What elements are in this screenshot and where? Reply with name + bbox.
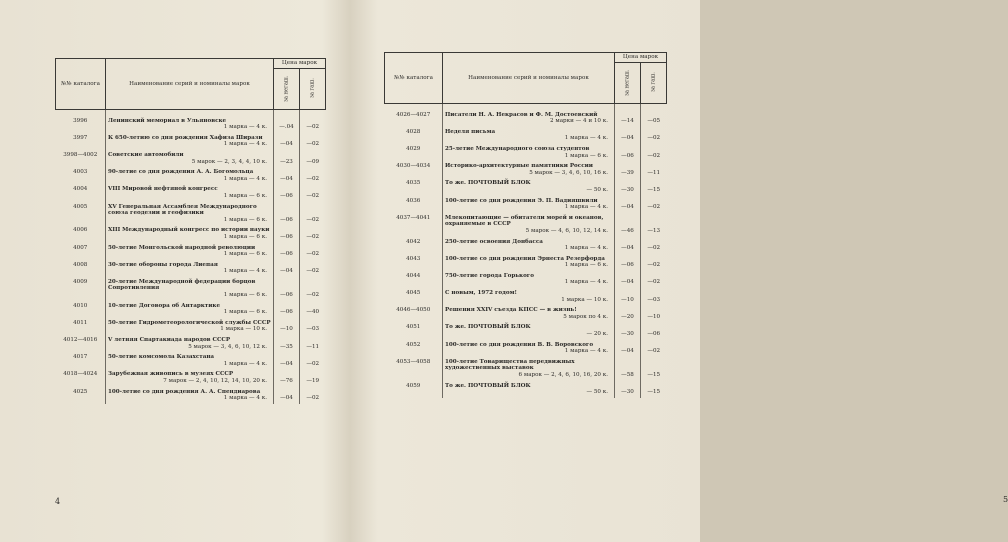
page-number-left: 4 (55, 497, 61, 506)
catalog-number: 4036 (406, 197, 421, 204)
series-cell (443, 288, 615, 305)
catalog-number: 4007 (73, 244, 88, 251)
series-cell (106, 133, 274, 150)
price-used: —02 (641, 144, 667, 161)
stamp-denominations: 1 марка — 6 к. (223, 233, 267, 240)
price-mint: —30 (615, 381, 641, 398)
series-name: Советские автомобили (108, 151, 184, 158)
price-used: —02 (300, 243, 326, 260)
price-mint: —06 (274, 202, 300, 226)
series-name: 100-летие со дня рождения А. А. Спендиарова (108, 388, 261, 395)
catalog-number: 4037—4041 (396, 214, 431, 221)
table-row (56, 387, 326, 404)
stamp-denominations: — 20 к. (586, 331, 608, 338)
catalog-number: 4026—4027 (396, 111, 431, 118)
stamp-denominations: 5 марок — 3, 4, 6, 10, 16 к. (529, 169, 608, 176)
price-mint: —04 (274, 260, 300, 277)
catalog-number: 4010 (73, 302, 88, 309)
stamp-denominations: 1 марка — 4 к. (223, 360, 267, 367)
series-cell (106, 352, 274, 369)
series-cell (106, 369, 274, 386)
series-cell (106, 260, 274, 277)
table-row (56, 150, 326, 167)
price-mint: —04 (615, 127, 641, 144)
series-name: 100-летие со дня рождения В. В. Воровского (445, 341, 594, 348)
left-page (0, 0, 346, 542)
catalog-number: 4006 (73, 227, 88, 234)
catalog-number: 4053—4058 (396, 358, 431, 365)
price-used: —02 (641, 237, 667, 254)
table-row (385, 103, 667, 127)
catalog-number: 3996 (73, 117, 88, 124)
price-mint: —04 (274, 167, 300, 184)
series-name: Млекопитающие — обитатели морей и океанов, охраняемые в СССР (445, 214, 604, 228)
table-row (385, 340, 667, 357)
series-name: 100-летие со дня рождения Э. П. Вадияшвили (445, 197, 598, 204)
series-cell (106, 167, 274, 184)
table-row (385, 305, 667, 322)
stamp-denominations: 5 марок — 3, 4, 6, 10, 12 к. (188, 343, 267, 350)
stamp-denominations: 1 марка — 4 к. (223, 395, 267, 402)
stamp-table-left (55, 58, 326, 404)
series-name: 90-летие со дня рождения А. А. Богомольца (108, 169, 254, 176)
table-row (56, 260, 326, 277)
series-name: 25-летие Международного союза студентов (445, 145, 590, 152)
stamp-denominations: 5 марок — 2, 3, 4, 4, 10 к. (191, 158, 267, 165)
catalog-number: 4035 (406, 180, 421, 187)
catalog-number: 4046—4050 (396, 307, 431, 314)
price-mint: —04 (274, 387, 300, 404)
series-name: 20-летие Международной федерации борцов Сопротивления (108, 278, 256, 292)
series-cell (443, 178, 615, 195)
catalog-number: 4044 (406, 272, 421, 279)
stamp-denominations: 1 марка — 6 к. (564, 152, 608, 159)
price-mint: —06 (274, 184, 300, 201)
price-used: —02 (300, 260, 326, 277)
stamp-denominations: 1 марка — 4 к. (564, 204, 608, 211)
series-name: Ленинский мемориал в Ульяновске (108, 117, 227, 124)
series-cell (443, 237, 615, 254)
col-header-name: Наименование серий и номиналы марок (443, 53, 615, 104)
table-row (385, 178, 667, 195)
table-row (385, 213, 667, 237)
series-cell (106, 301, 274, 318)
table-row (56, 318, 326, 335)
stamp-denominations: 1 марка — 10 к. (561, 296, 608, 303)
stamp-denominations: 1 марка — 6 к. (223, 192, 267, 199)
stamp-denominations: 1 марка — 4 к. (564, 348, 608, 355)
stamp-denominations: 2 марки — 4 и 10 к. (550, 118, 608, 125)
catalog-number: 4011 (73, 319, 88, 326)
price-used: —02 (300, 387, 326, 404)
price-mint: —04 (615, 196, 641, 213)
stamp-denominations: 1 марка — 4 к. (564, 279, 608, 286)
price-used: —15 (641, 178, 667, 195)
series-name: Решения XXIV съезда КПСС — в жизнь! (445, 307, 577, 314)
table-row (56, 301, 326, 318)
table-row (385, 254, 667, 271)
price-used: —02 (300, 184, 326, 201)
series-name: VIII Мировой нефтяной конгресс (108, 186, 218, 193)
table-row (56, 243, 326, 260)
series-name: То же. ПОЧТОВЫЙ БЛОК (445, 180, 531, 187)
series-cell (443, 254, 615, 271)
stamp-denominations: 7 марок — 2, 4, 10, 12, 14, 10, 20 к. (163, 378, 267, 384)
price-mint: —10 (274, 318, 300, 335)
stamp-denominations: 5 марок — 4, 6, 10, 12, 14 к. (525, 227, 608, 234)
series-name: 50-летие Гидрометеорологической службы СССР (108, 319, 271, 326)
price-used: —11 (300, 335, 326, 352)
series-cell (106, 225, 274, 242)
price-mint: —04 (615, 271, 641, 288)
catalog-number: 4043 (406, 255, 421, 262)
price-used: —02 (300, 202, 326, 226)
stamp-table-right (384, 52, 667, 398)
price-used: —05 (641, 103, 667, 127)
series-cell (443, 144, 615, 161)
series-name: 50-летие комсомола Казахстана (108, 354, 215, 361)
table-row (56, 352, 326, 369)
price-used: —19 (300, 369, 326, 386)
price-used: —09 (300, 150, 326, 167)
price-mint: —10 (615, 288, 641, 305)
price-mint: —30 (615, 178, 641, 195)
right-page (354, 0, 1008, 542)
price-used: —40 (300, 301, 326, 318)
price-mint: —06 (274, 243, 300, 260)
catalog-number: 4051 (406, 324, 421, 331)
catalog-number: 4042 (406, 238, 421, 245)
series-name: 250-летие освоения Донбасса (445, 238, 543, 245)
series-cell (106, 202, 274, 226)
col-header-price: Цена марок (615, 53, 667, 63)
price-mint: —30 (615, 322, 641, 339)
col-header-name: Наименование серий и номиналы марок (106, 59, 274, 110)
series-name: То же. ПОЧТОВЫЙ БЛОК (445, 324, 531, 331)
table-row (385, 357, 667, 381)
catalog-number: 4012—4016 (63, 337, 98, 344)
series-name: XV Генеральная Ассамблея Международного союза геодезии и геофизики (108, 203, 257, 217)
stamp-denominations: 6 марок — 2, 4, 6, 10, 16, 20 к. (518, 372, 608, 378)
series-cell (106, 335, 274, 352)
series-cell (443, 381, 615, 398)
catalog-number: 4029 (406, 145, 421, 152)
price-mint: —.04 (274, 109, 300, 133)
catalog-number: 4004 (73, 186, 88, 193)
price-used: —03 (641, 288, 667, 305)
price-mint: —20 (615, 305, 641, 322)
series-cell (106, 150, 274, 167)
col-header-catalog: №№ каталога (385, 53, 443, 104)
catalog-number: 4009 (73, 278, 88, 285)
catalog-number: 4045 (406, 290, 421, 297)
catalog-number: 3998—4002 (63, 151, 98, 158)
price-used: —02 (641, 271, 667, 288)
stamp-denominations: 1 марка — 10 к. (220, 326, 267, 333)
series-name: К 650-летию со дня рождения Хафиза Ширази (108, 134, 263, 141)
table-row (56, 202, 326, 226)
catalog-number: 4059 (406, 382, 421, 389)
price-mint: —35 (274, 335, 300, 352)
series-name: Писатели Н. А. Некрасов и Ф. М. Достоевский (445, 111, 598, 118)
catalog-number: 4018—4024 (63, 371, 98, 378)
catalog-number: 4005 (73, 203, 88, 210)
stamp-denominations: 1 марка — 6 к. (223, 309, 267, 316)
price-mint: —58 (615, 357, 641, 381)
table-row (385, 381, 667, 398)
catalog-number: 4025 (73, 388, 88, 395)
price-used: —03 (300, 318, 326, 335)
stamp-denominations: 1 марка — 6 к. (223, 216, 267, 223)
price-mint: —06 (274, 225, 300, 242)
series-cell (106, 109, 274, 133)
series-name: Зарубежная живопись в музеях СССР (108, 371, 234, 378)
series-cell (106, 318, 274, 335)
price-used: —10 (641, 305, 667, 322)
series-name: Неделя письма (445, 128, 496, 135)
series-cell (443, 271, 615, 288)
series-name: 50-летие Монгольской народной революции (108, 244, 256, 251)
series-name: 10-летие Договора об Антарктике (108, 302, 221, 309)
price-used: —02 (300, 225, 326, 242)
price-used: —11 (641, 161, 667, 178)
stamp-denominations: 1 марка — 4 к. (564, 135, 608, 142)
stamp-denominations: 1 марка — 4 к. (223, 268, 267, 275)
series-name: 100-летие Товарищества передвижных художественных выставок (445, 358, 575, 372)
table-row (56, 369, 326, 386)
price-mint: —04 (615, 237, 641, 254)
stamp-denominations: 1 марка — 6 к. (564, 262, 608, 269)
price-used: —02 (641, 340, 667, 357)
series-name: С новым, 1972 годом! (445, 290, 517, 297)
page-number-right: 5 (1003, 495, 1008, 504)
col-header-price: Цена марок (274, 59, 326, 69)
table-row (56, 184, 326, 201)
price-used: —06 (641, 322, 667, 339)
price-mint: —06 (615, 254, 641, 271)
table-row (56, 277, 326, 301)
price-mint: —14 (615, 103, 641, 127)
series-name: 750-летие города Горького (445, 272, 534, 279)
series-cell (106, 277, 274, 301)
price-used: —02 (300, 167, 326, 184)
series-cell (106, 243, 274, 260)
price-used: —02 (641, 196, 667, 213)
series-cell (106, 387, 274, 404)
col-header-mint: за негаш. (274, 68, 300, 109)
stamp-denominations: 5 марок по 4 к. (563, 313, 608, 320)
stamp-denominations: — 50 к. (586, 186, 608, 193)
price-used: —02 (300, 277, 326, 301)
price-used: —15 (641, 357, 667, 381)
price-mint: —46 (615, 213, 641, 237)
series-cell (443, 340, 615, 357)
table-row (56, 167, 326, 184)
stamp-denominations: 1 марка — 4 к. (223, 175, 267, 182)
catalog-number: 4003 (73, 169, 88, 176)
stamp-denominations: 1 марка — 4 к. (223, 124, 267, 131)
stamp-denominations: 1 марка — 4 к. (223, 141, 267, 148)
price-used: —15 (641, 381, 667, 398)
series-cell (443, 103, 615, 127)
stamp-denominations: 1 марка — 6 к. (223, 292, 267, 299)
table-row (385, 288, 667, 305)
series-cell (443, 127, 615, 144)
series-name: 100-летие со дня рождения Эрнеста Резерфорда (445, 255, 605, 262)
table-row (385, 144, 667, 161)
series-cell (443, 357, 615, 381)
price-mint: —23 (274, 150, 300, 167)
table-row (385, 161, 667, 178)
catalog-number: 3997 (73, 134, 88, 141)
catalog-number: 4052 (406, 341, 421, 348)
price-mint: —04 (274, 352, 300, 369)
price-mint: —04 (615, 340, 641, 357)
series-name: V летняя Спартакиада народов СССР (108, 337, 231, 344)
price-mint: —76 (274, 369, 300, 386)
col-header-mint: за негаш. (615, 62, 641, 103)
table-row (385, 196, 667, 213)
catalog-number: 4030—4034 (396, 163, 431, 170)
price-mint: —04 (274, 133, 300, 150)
price-used: —02 (300, 133, 326, 150)
series-name: XIII Международный конгресс по истории науки (108, 227, 270, 234)
table-row (385, 237, 667, 254)
stamp-denominations: 1 марка — 4 к. (564, 245, 608, 252)
price-mint: —39 (615, 161, 641, 178)
catalog-number: 4017 (73, 354, 88, 361)
series-cell (443, 305, 615, 322)
price-mint: —06 (274, 301, 300, 318)
catalog-number: 4028 (406, 128, 421, 135)
stamp-denominations: — 50 к. (586, 389, 608, 396)
stamp-denominations: 1 марка — 6 к. (223, 251, 267, 258)
price-used: —13 (641, 213, 667, 237)
table-row (56, 133, 326, 150)
series-cell (106, 184, 274, 201)
table-row (56, 225, 326, 242)
col-header-used: за гаш. (300, 68, 326, 109)
series-name: То же. ПОЧТОВЫЙ БЛОК (445, 382, 531, 389)
price-mint: —06 (274, 277, 300, 301)
price-used: —02 (641, 254, 667, 271)
price-mint: —06 (615, 144, 641, 161)
series-cell (443, 196, 615, 213)
series-cell (443, 322, 615, 339)
table-row (385, 322, 667, 339)
price-used: —02 (300, 352, 326, 369)
table-row (56, 335, 326, 352)
catalog-number: 4008 (73, 261, 88, 268)
table-row (385, 271, 667, 288)
table-row (56, 109, 326, 133)
col-header-used: за гаш. (641, 62, 667, 103)
series-cell (443, 161, 615, 178)
table-row (385, 127, 667, 144)
series-name: 30-летие обороны города Лиепая (108, 261, 218, 268)
series-cell (443, 213, 615, 237)
price-used: —02 (300, 109, 326, 133)
price-used: —02 (641, 127, 667, 144)
series-name: Историко-архитектурные памятники России (445, 163, 593, 170)
col-header-catalog: №№ каталога (56, 59, 106, 110)
